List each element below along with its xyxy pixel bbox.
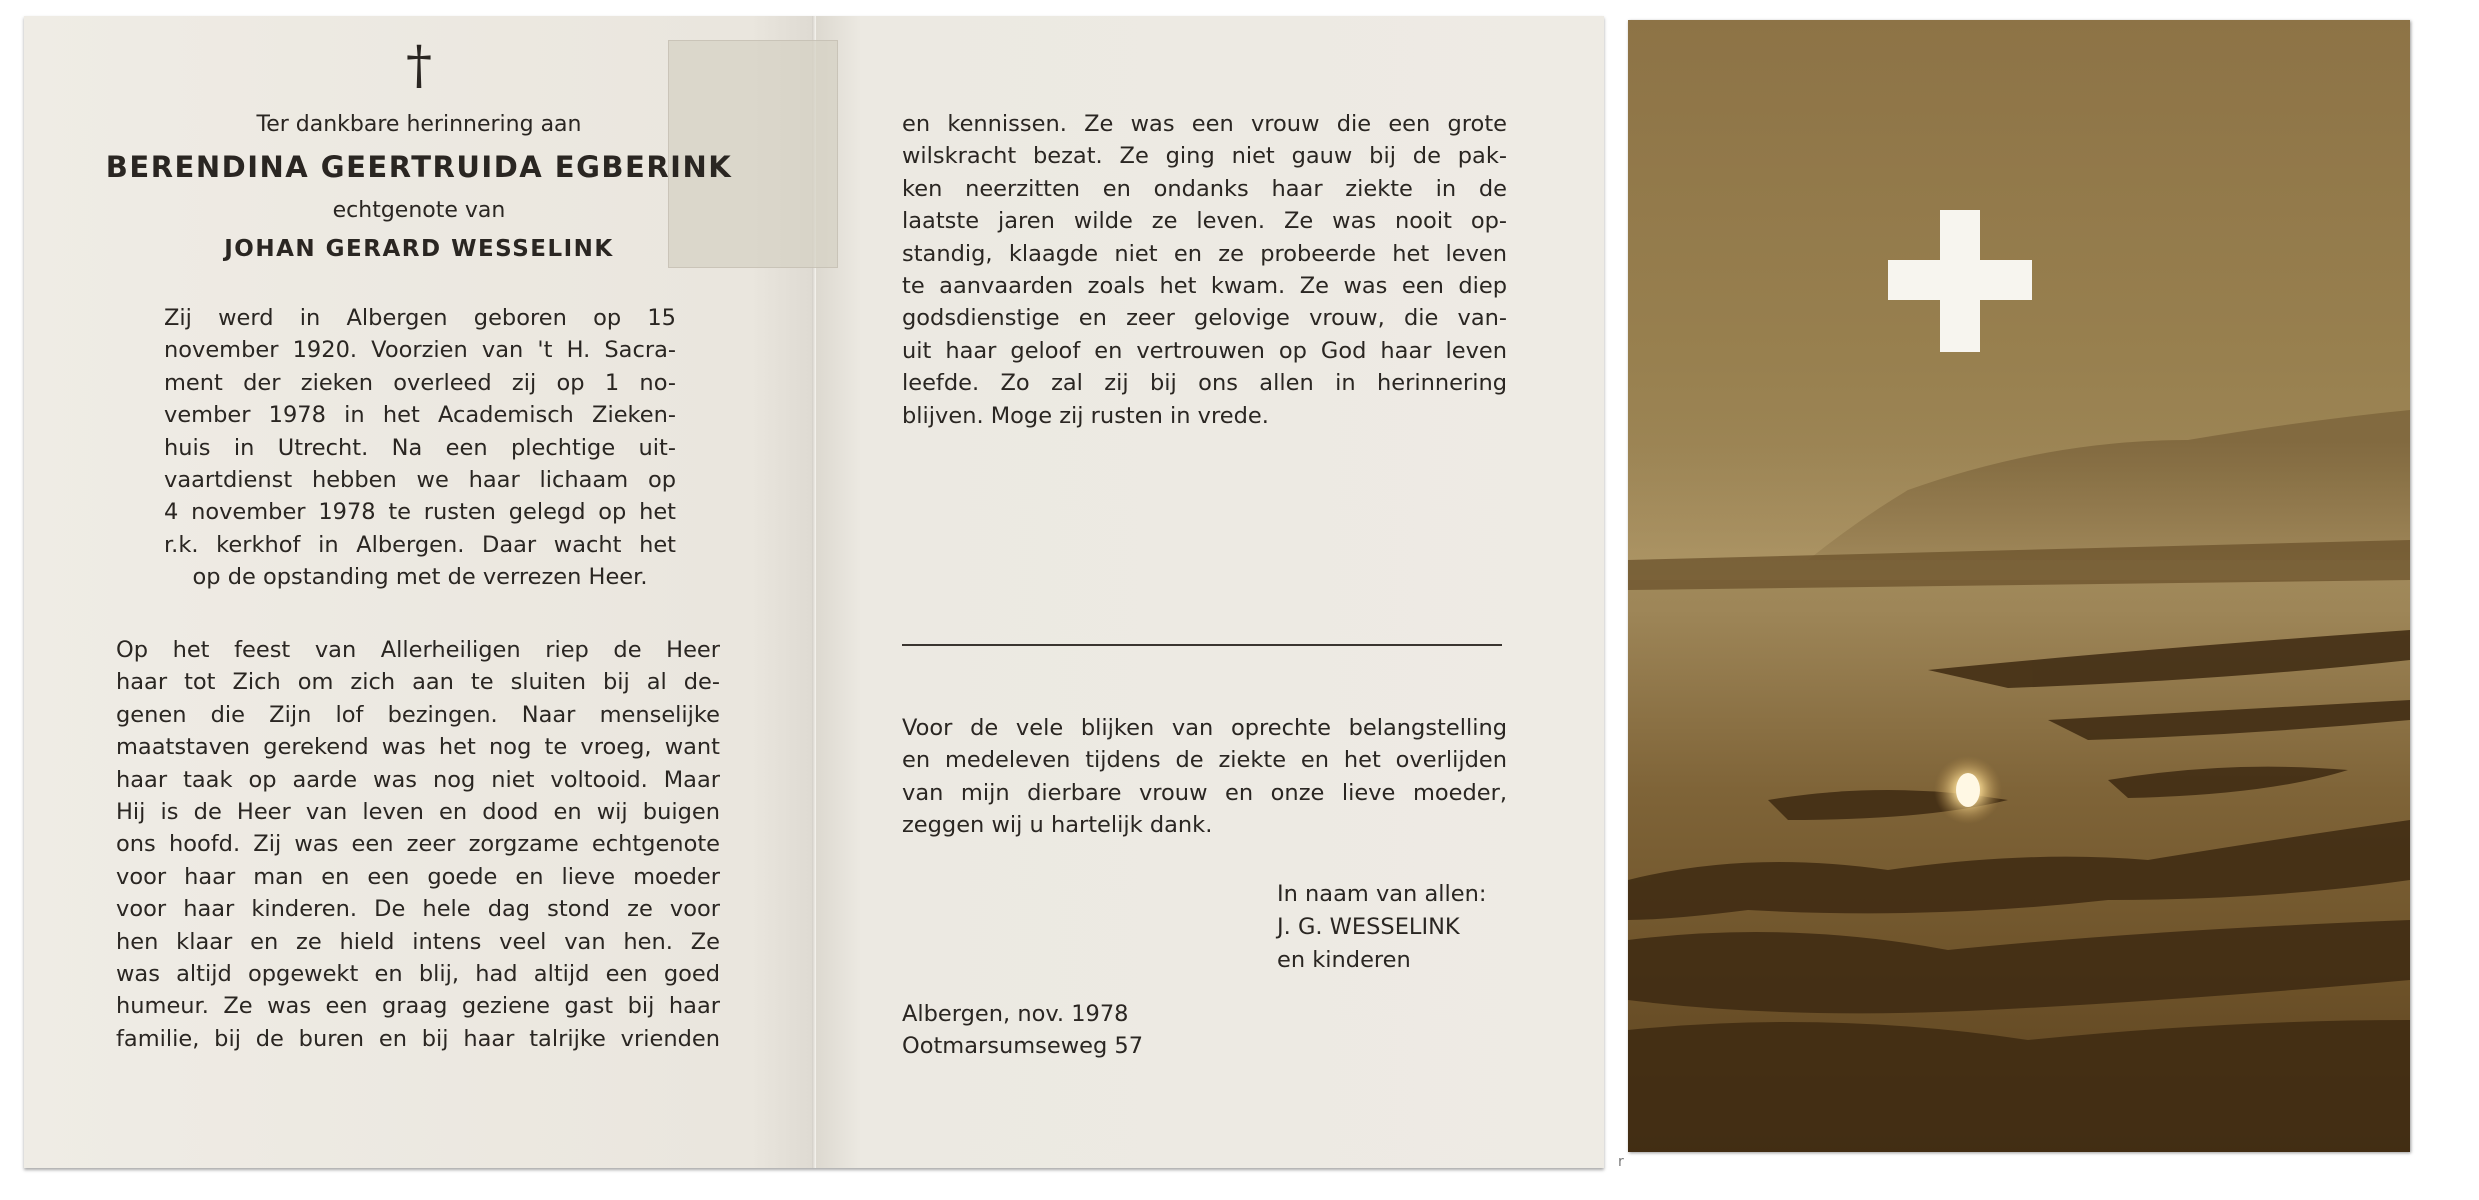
text-line: wilskracht bezat. Ze ging niet gauw bij de pak- — [902, 143, 1507, 170]
spouse-name: JOHAN GERARD WESSELINK — [224, 236, 614, 262]
text-line: was altijd opgewekt en blij, had altijd een goed — [116, 960, 720, 987]
text-line: Zij werd in Albergen geboren op 15 — [164, 305, 676, 331]
text-line: te aanvaarden zoals het kwam. Ze was een diep — [902, 272, 1507, 299]
memorial-photo — [1628, 20, 2410, 1152]
divider-line — [902, 644, 1502, 646]
deceased-name: BERENDINA GEERTRUIDA EGBERINK — [105, 150, 733, 184]
scan-mark: r — [1618, 1154, 1624, 1170]
text-line: humeur. Ze was een graag geziene gast bij haar — [116, 993, 720, 1020]
cross-icon: † — [406, 36, 432, 96]
relation-line: echtgenote van — [332, 198, 506, 223]
tribute-paragraph — [116, 634, 720, 1055]
white-cross-icon-bar — [1888, 260, 2032, 300]
text-line: voor haar kinderen. De hele dag stond ze voor — [116, 896, 720, 923]
signature-name: J. G. WESSELINK — [1277, 914, 1460, 940]
text-line: 4 november 1978 te rusten gelegd op het — [164, 499, 676, 526]
tribute-continued-paragraph — [902, 108, 1507, 432]
text-line: uit haar geloof en vertrouwen op God haar leven — [902, 337, 1507, 364]
text-line: vember 1978 in het Academisch Zieken- — [164, 402, 676, 429]
text-line: ons hoofd. Zij was een zeer zorgzame echtgenote — [116, 831, 720, 858]
text-line: godsdienstige en zeer gelovige vrouw, die van- — [902, 305, 1507, 332]
text-line: november 1920. Voorzien van 't H. Sacra- — [164, 337, 676, 364]
text-line: Op het feest van Allerheiligen riep de Heer — [116, 637, 720, 663]
thanks-paragraph — [902, 712, 1507, 842]
text-line: leefde. Zo zal zij bij ons allen in herinnering — [902, 370, 1507, 397]
place-date: Albergen, nov. 1978 — [902, 1001, 1129, 1027]
text-line: standig, klaagde niet en ze probeerde het leven — [902, 240, 1507, 267]
text-line: voor haar man en een goede en lieve moeder — [116, 863, 720, 890]
text-line: familie, bij de buren en bij haar talrijke vrienden — [116, 1025, 720, 1052]
biography-paragraph — [164, 302, 676, 594]
text-line: vaartdienst hebben we haar lichaam op — [164, 466, 676, 493]
text-line: maatstaven gerekend was het nog te vroeg, want — [116, 734, 720, 761]
text-line: en kennissen. Ze was een vrouw die een grote — [902, 111, 1507, 137]
intro-line: Ter dankbare herinnering aan — [256, 112, 582, 137]
text-line: genen die Zijn lof bezingen. Naar menselijke — [116, 701, 720, 728]
text-line: Voor de vele blijken van oprechte belangstelling — [902, 715, 1507, 741]
signature-block — [1277, 878, 1486, 977]
text-line: ken neerzitten en ondanks haar ziekte in de — [902, 175, 1507, 202]
text-line: op de opstanding met de verrezen Heer. — [192, 564, 648, 591]
text-line: huis in Utrecht. Na een plechtige uit- — [164, 434, 676, 461]
sun-reflection — [1956, 773, 1980, 807]
text-line: zeggen wij u hartelijk dank. — [902, 812, 1213, 839]
text-line: hen klaar en ze hield intens veel van hen. Ze — [116, 928, 720, 955]
place-block — [902, 998, 1143, 1062]
text-line: en medeleven tijdens de ziekte en het overlijden — [902, 747, 1507, 774]
memorial-card — [24, 16, 1604, 1168]
signature-intro: In naam van allen: — [1277, 881, 1487, 907]
mudflat-shapes — [1628, 630, 2410, 1152]
text-line: r.k. kerkhof in Albergen. Daar wacht het — [164, 531, 676, 558]
address: Ootmarsumseweg 57 — [902, 1033, 1144, 1059]
text-line: laatste jaren wilde ze leven. Ze was nooit op- — [902, 208, 1507, 235]
text-line: haar taak op aarde was nog niet voltooid. Maar — [116, 766, 720, 793]
text-line: ment der zieken overleed zij op 1 no- — [164, 369, 676, 396]
landscape-illustration — [1628, 20, 2410, 1152]
text-line: blijven. Moge zij rusten in vrede. — [902, 402, 1269, 429]
text-line: haar tot Zich om zich aan te sluiten bij al de- — [116, 669, 720, 696]
signature-family: en kinderen — [1277, 947, 1411, 973]
text-line: Hij is de Heer van leven en dood en wij buigen — [116, 798, 720, 825]
text-line: van mijn dierbare vrouw en onze lieve moeder, — [902, 779, 1507, 806]
